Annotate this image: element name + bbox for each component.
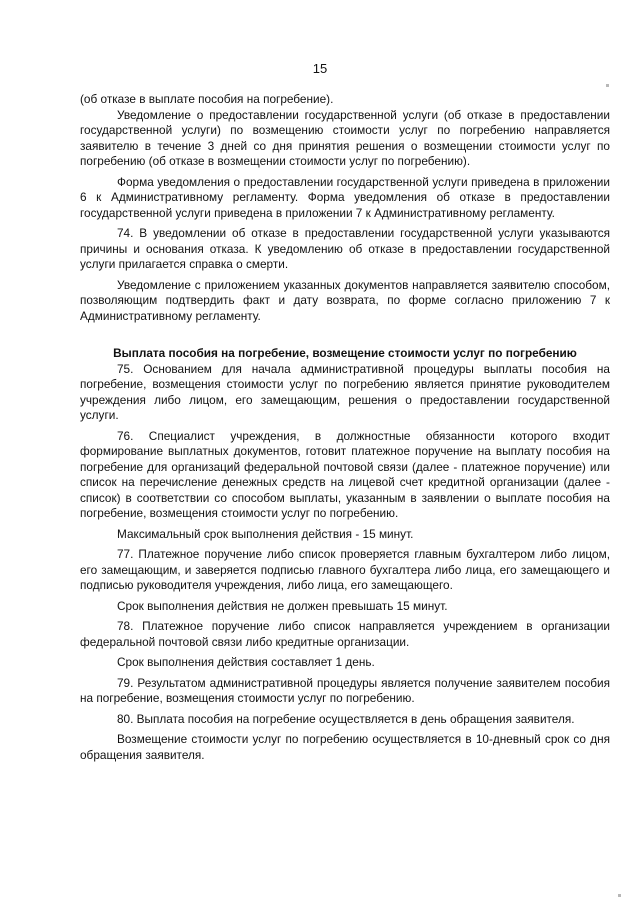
paragraph: Уведомление с приложением указанных документов направляется заявителю способом, позволяющим подтвердить факт и дату возврата, по форме согласно приложению 7 к Административному регламенту. <box>80 277 610 323</box>
paragraph: 77. Платежное поручение либо список проверяется главным бухгалтером либо лицом, его замещающим, и заверяется подписью главного бухгалтера либо лица, его замещающего и подписью руководителя учреждения, либо лица, его замещающего. <box>80 547 610 592</box>
section-before <box>80 92 610 324</box>
paragraph: (об отказе в выплате пособия на погребение). <box>80 92 334 106</box>
paragraph: Максимальный срок выполнения действия - 15 минут. <box>117 526 414 541</box>
scan-speck <box>618 894 621 897</box>
paragraph: 80. Выплата пособия на погребение осуществляется в день обращения заявителя. <box>117 711 575 726</box>
paragraph: 76. Специалист учреждения, в должностные обязанности которого входит формирование выплатных документов, готовит платежное поручение на выплату пособия на погребение для организаций федеральной почтовой связи (далее - платежное поручение) или список на перечисление денежных средств на лицевой счет кредитной организации (далее - список) в соответствии со способом выплаты, указанным в заявлении о выплате пособия на погребение, возмещения стоимости услуг по погребению. <box>80 428 610 520</box>
section-after <box>80 362 610 764</box>
paragraph: 75. Основанием для начала административной процедуры выплаты пособия на погребение, возмещения стоимости услуг по погребению является принятие руководителем учреждения либо лицом, его замещающим, решения о предоставлении государственной услуги. <box>80 361 610 422</box>
paragraph: Уведомление о предоставлении государственной услуги (об отказе в предоставлении государственной услуги) по возмещению стоимости услуг по погребению направляется заявителю в течение 3 дней со дня принятия решения о возмещении стоимости услуг по погребению (об отказе в возмещении стоимости услуг по погребению). <box>80 107 610 168</box>
paragraph: Форма уведомления о предоставлении государственной услуги приведена в приложении 6 к Административному регламенту. Форма уведомления об отказе в предоставлении государственной услуги приведена в приложении 7 к Административному регламенту. <box>80 174 610 220</box>
paragraph: 78. Платежное поручение либо список направляется учреждением в организации федеральной почтовой связи либо кредитные организации. <box>80 619 610 649</box>
paragraph: Срок выполнения действия составляет 1 день. <box>117 655 375 669</box>
section-heading: Выплата пособия на погребение, возмещение стоимости услуг по погребению <box>113 346 577 360</box>
paragraph: Срок выполнения действия не должен превышать 15 минут. <box>117 598 448 613</box>
document-body <box>80 92 610 763</box>
paragraph: 74. В уведомлении об отказе в предоставлении государственной услуги указываются причины и основания отказа. К уведомлению об отказе в предоставлении государственной услуги прилагается справка о смерти. <box>80 226 610 271</box>
paragraph: Возмещение стоимости услуг по погребению осуществляется в 10-дневный срок со дня обращения заявителя. <box>80 732 610 762</box>
page-number: 15 <box>312 61 328 76</box>
scan-speck <box>606 84 609 87</box>
paragraph: 79. Результатом административной процедуры является получение заявителем пособия на погребение, возмещения стоимости услуг по погребению. <box>80 675 610 705</box>
